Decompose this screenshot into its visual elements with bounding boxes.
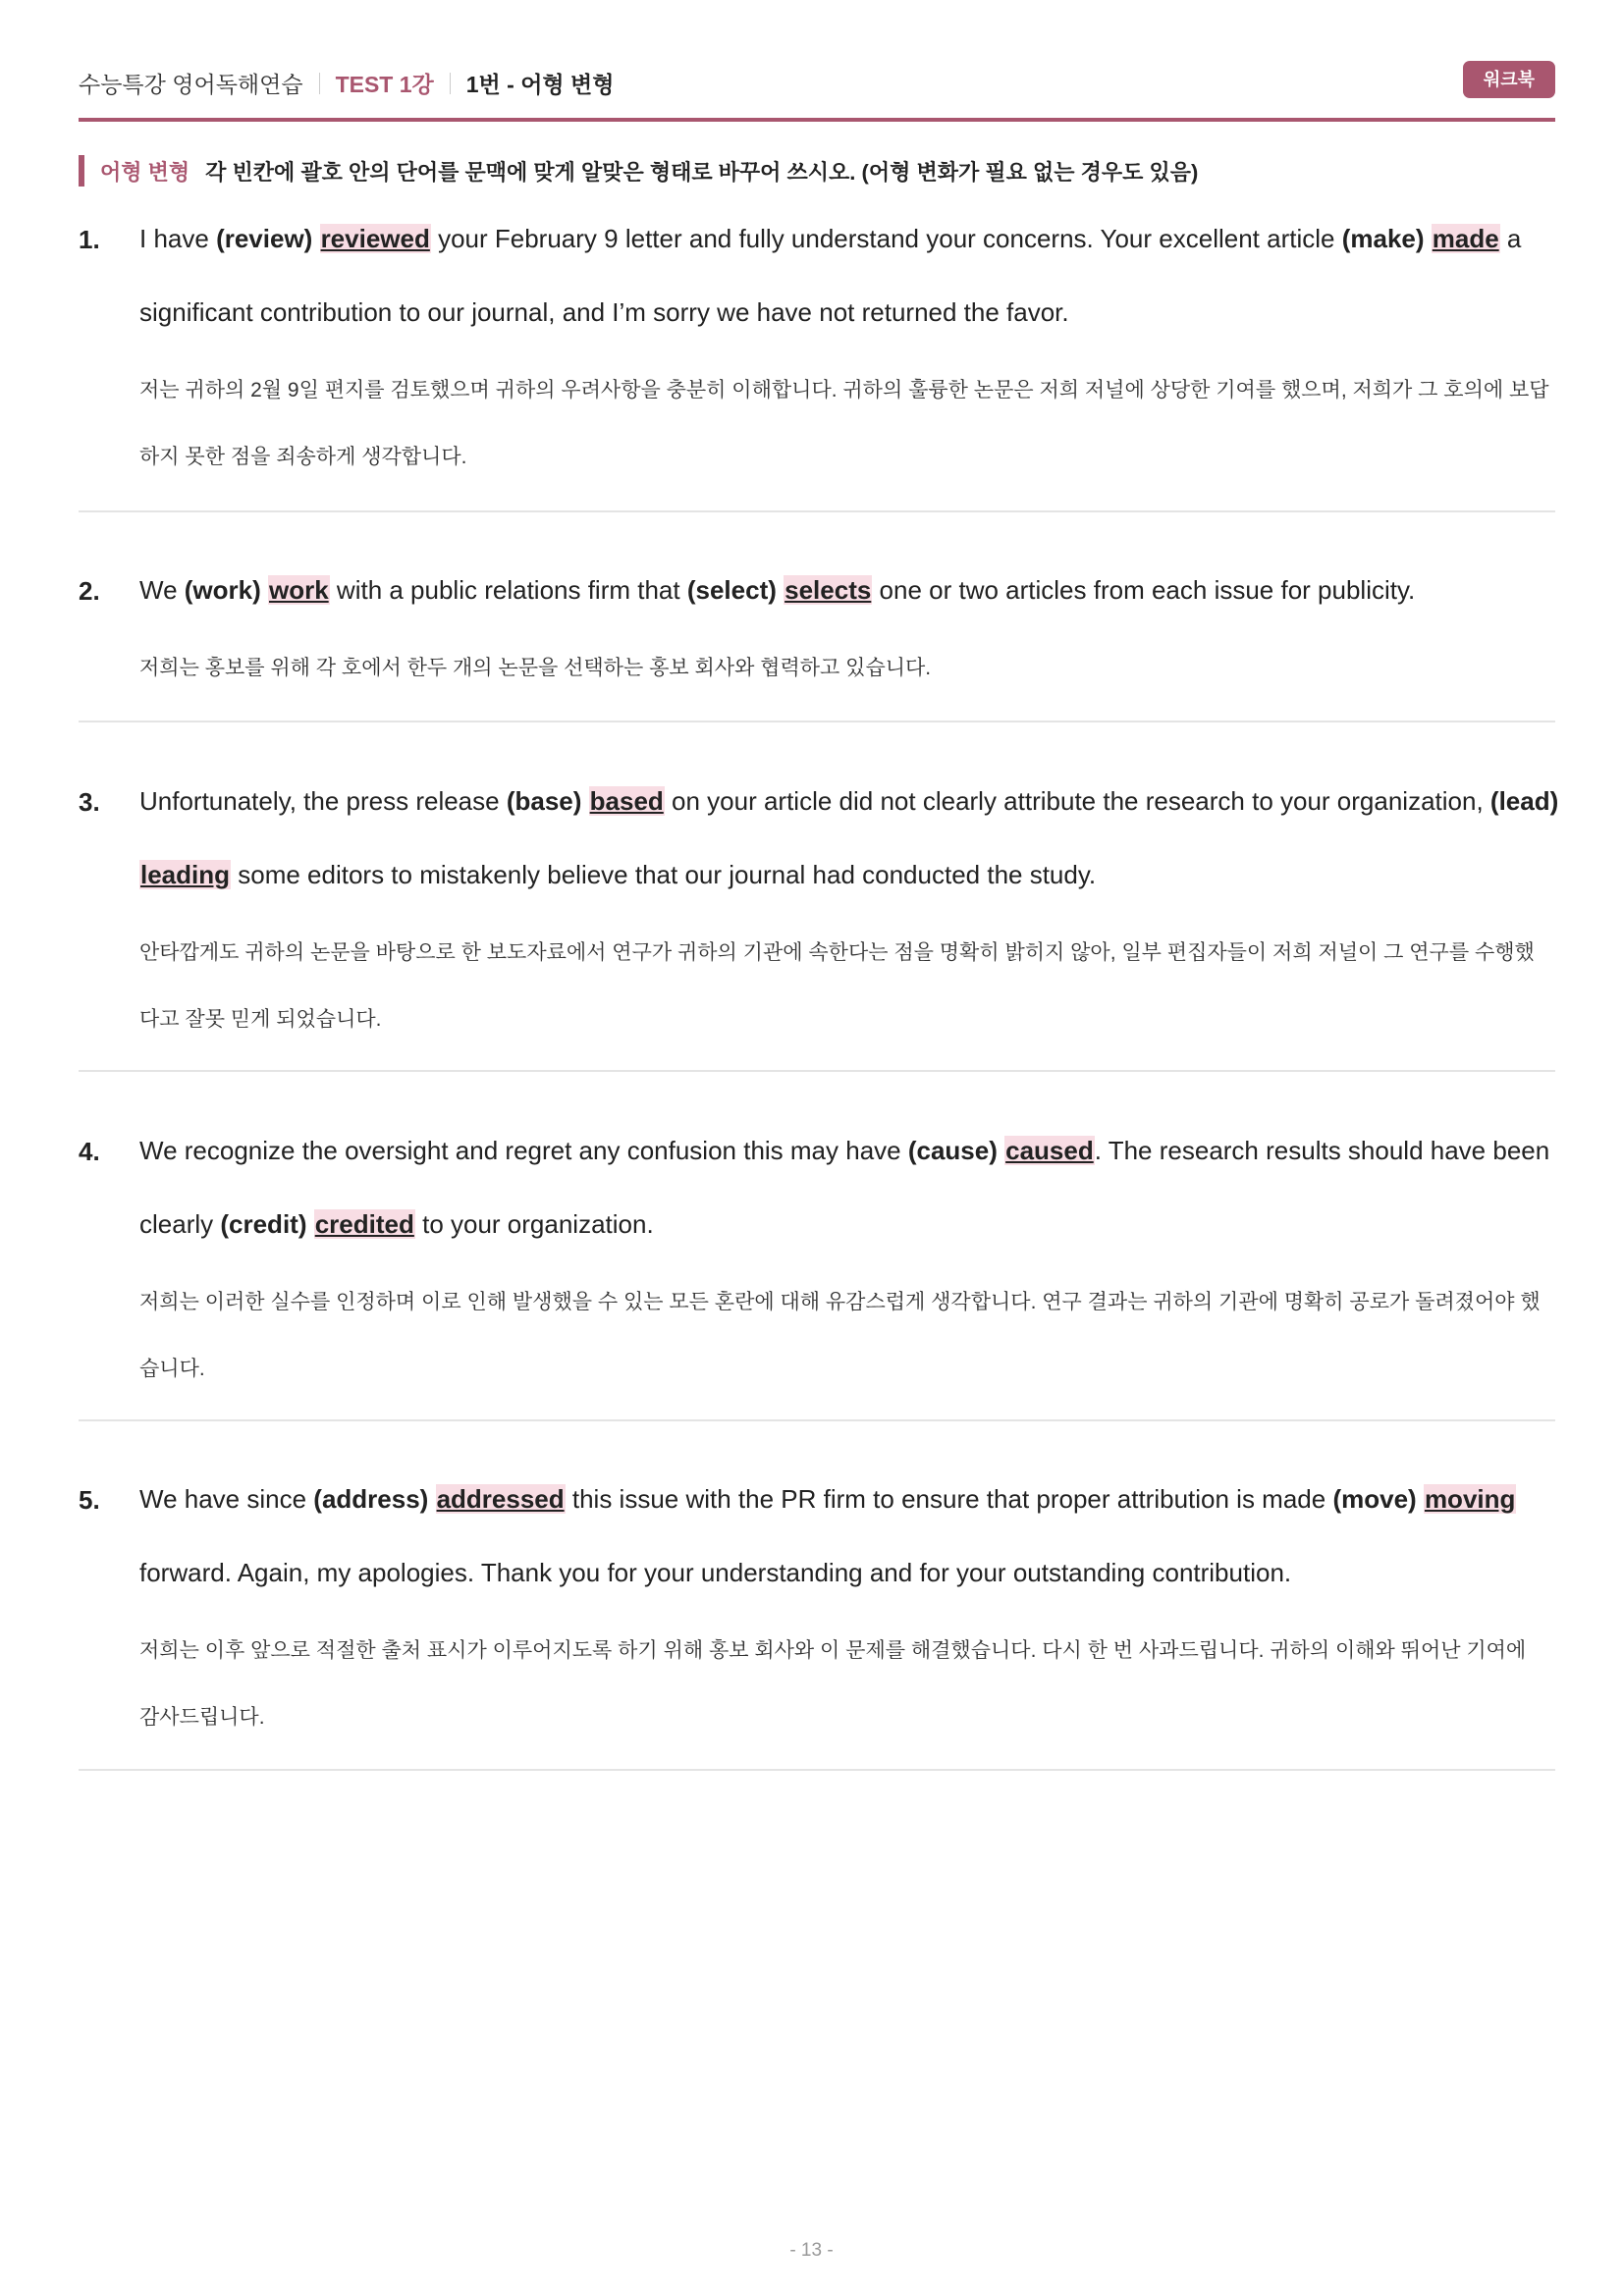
korean-translation (139, 357, 1555, 491)
english-sentence (139, 1114, 1555, 1261)
translation-line: 저희는 홍보를 위해 각 호에서 한두 개의 논문을 선택하는 홍보 회사와 협력하고 있습니다. (139, 657, 932, 679)
translation-line: 다고 잘못 믿게 되었습니다. (139, 1008, 382, 1031)
sentence-text: . The research results should have been (1094, 1136, 1550, 1165)
sentence-text: We (139, 575, 185, 605)
word-cue: (select) (686, 575, 777, 605)
word-cue: (make) (1341, 224, 1425, 253)
english-sentence (139, 765, 1559, 912)
english-sentence (139, 1463, 1555, 1610)
translation-line: 하지 못한 점을 죄송하게 생각합니다. (139, 446, 467, 468)
sentence-text: I have (139, 224, 217, 253)
sentence-text: a (1499, 224, 1522, 253)
korean-translation (139, 1618, 1555, 1751)
word-cue: (base) (506, 786, 582, 816)
answer-word: moving (1424, 1484, 1516, 1514)
question-number: 3. (79, 787, 100, 817)
english-line (139, 276, 1555, 349)
answer-word: leading (140, 860, 231, 889)
korean-translation (139, 920, 1555, 1053)
answer-word: selects (784, 575, 872, 605)
translation-line: 저는 귀하의 2월 9일 편지를 검토했으며 귀하의 우려사항을 충분히 이해합니다. 귀하의 훌륭한 논문은 저희 저널에 상당한 기여를 했으며, 저희가 그 호의에 보답 (139, 379, 1549, 401)
translation-line: 안타깝게도 귀하의 논문을 바탕으로 한 보도자료에서 연구가 귀하의 기관에 속한다는 점을 명확히 밝히지 않아, 일부 편집자들이 저희 저널이 그 연구를 수행했 (139, 941, 1535, 964)
sentence-text: one or two articles from each issue for publicity. (872, 575, 1416, 605)
answer-word: made (1432, 224, 1499, 253)
translation-line: 습니다. (139, 1358, 205, 1380)
sentence-text: Unfortunately, the press release (139, 786, 507, 816)
instruction-text: 각 빈칸에 괄호 안의 단어를 문맥에 맞게 알맞은 형태로 바꾸어 쓰시오. (어형 변화가 필요 없는 경우도 있음) (205, 159, 1199, 185)
english-line (139, 1188, 1555, 1261)
question-number: 1. (79, 225, 100, 254)
answer-word: caused (1005, 1136, 1094, 1165)
worksheet-page (79, 0, 1559, 2296)
header-divider (450, 73, 451, 94)
test-label: TEST 1강 (335, 72, 434, 97)
english-line (139, 554, 1555, 627)
workbook-badge: 워크북 (1463, 61, 1555, 98)
english-line (139, 765, 1559, 838)
header-divider (319, 73, 320, 94)
answer-word: addressed (436, 1484, 565, 1514)
english-line (139, 1114, 1555, 1188)
sentence-text: We have since (139, 1484, 314, 1514)
english-line (139, 202, 1555, 276)
sentence-text: We recognize the oversight and regret any confusion this may have (139, 1136, 908, 1165)
korean-translation (139, 1269, 1555, 1403)
translation-line: 감사드립니다. (139, 1706, 265, 1729)
question-number: 4. (79, 1137, 100, 1166)
word-cue: (work) (184, 575, 261, 605)
question-item (79, 1419, 1555, 1771)
answer-word: based (589, 786, 664, 816)
answer-word: credited (314, 1209, 414, 1239)
page-header (79, 61, 1555, 122)
header-breadcrumb (79, 67, 614, 99)
word-cue: (address) (313, 1484, 429, 1514)
word-cue: (move) (1332, 1484, 1417, 1514)
sentence-text: forward. Again, my apologies. Thank you for your understanding and for your outstanding contribution. (139, 1558, 1292, 1587)
instruction-label: 어형 변형 (100, 159, 190, 185)
translation-line: 저희는 이러한 실수를 인정하며 이로 인해 발생했을 수 있는 모든 혼란에 대해 유감스럽게 생각합니다. 연구 결과는 귀하의 기관에 명확히 공로가 돌려졌어야 했 (139, 1291, 1541, 1313)
question-item (79, 196, 1555, 512)
section-title: 1번 - 어형 변형 (465, 72, 615, 97)
sentence-text: this issue with the PR firm to ensure that proper attribution is made (565, 1484, 1333, 1514)
sentence-text: with a public relations firm that (329, 575, 687, 605)
word-cue: (cause) (907, 1136, 998, 1165)
page-number: - 13 - (789, 2240, 834, 2261)
english-line (139, 1536, 1555, 1610)
sentence-text: significant contribution to our journal, and I’m sorry we have not returned the favor. (139, 297, 1069, 327)
korean-translation (139, 635, 1555, 702)
book-title: 수능특강 영어독해연습 (79, 72, 303, 97)
question-number: 2. (79, 576, 100, 606)
sentence-text: to your organization. (414, 1209, 654, 1239)
sentence-text: on your article did not clearly attribute the research to your organization, (664, 786, 1490, 816)
answer-word: reviewed (320, 224, 430, 253)
word-cue: (lead) (1489, 786, 1559, 816)
answer-word: work (269, 575, 329, 605)
question-number: 5. (79, 1485, 100, 1515)
english-sentence (139, 202, 1555, 349)
sentence-text: clearly (139, 1209, 221, 1239)
sentence-text: your February 9 letter and fully understand your concerns. Your excellent article (430, 224, 1342, 253)
translation-line: 저희는 이후 앞으로 적절한 출처 표시가 이루어지도록 하기 위해 홍보 회사와 이 문제를 해결했습니다. 다시 한 번 사과드립니다. 귀하의 이해와 뛰어난 기여에 (139, 1639, 1527, 1662)
question-item (79, 721, 1559, 1072)
english-line (139, 1463, 1555, 1536)
instruction-bar (79, 155, 1198, 187)
english-sentence (139, 554, 1555, 627)
english-line (139, 838, 1555, 912)
question-item (79, 510, 1555, 722)
word-cue: (review) (216, 224, 313, 253)
word-cue: (credit) (220, 1209, 307, 1239)
sentence-text: some editors to mistakenly believe that our journal had conducted the study. (231, 860, 1097, 889)
question-item (79, 1070, 1555, 1421)
